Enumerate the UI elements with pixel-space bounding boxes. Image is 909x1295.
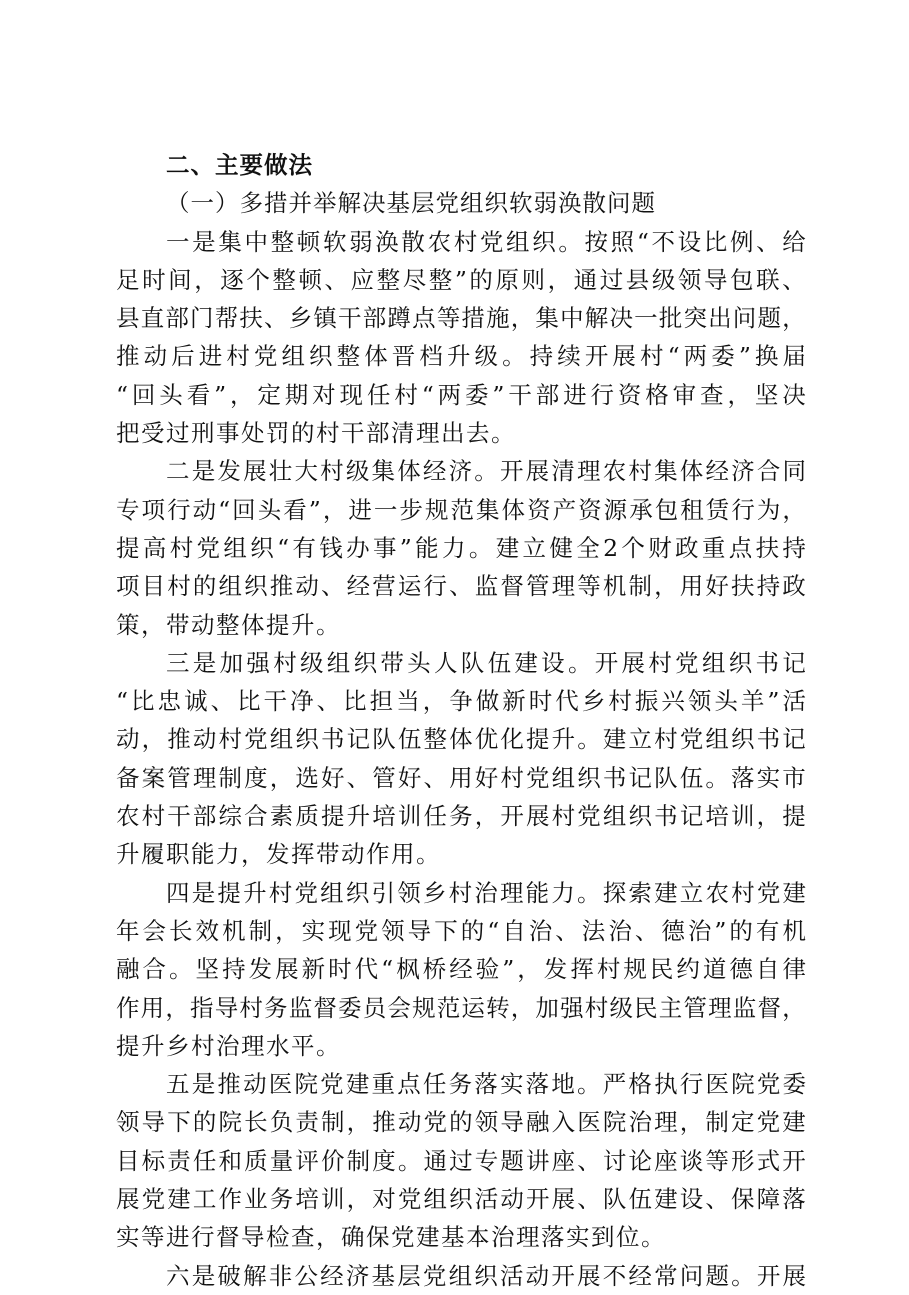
paragraph-line: 二 是 发 展 壮 大 村 级 集 体 经 济 。 开 展 清 理 农 村 集 体 经 济 合 同 xyxy=(166,457,806,486)
paragraph-line: “ 回 头 看 ” ， 定 期 对 现 任 村 “ 两 委 ” 干 部 进 行 资 格 审 查 ， 坚 决 xyxy=(116,380,806,409)
paragraph-line: 五 是 推 动 医 院 党 建 重 点 任 务 落 实 落 地 。 严 格 执 行 医 院 党 委 xyxy=(166,1070,806,1099)
document-body xyxy=(116,146,806,1295)
paragraph-line: 推 动 后 进 村 党 组 织 整 体 晋 档 升 级 。 持 续 开 展 村 “ 两 委 ” 换 届 xyxy=(116,342,806,371)
paragraph-list xyxy=(116,223,806,1295)
paragraph-line: 县 直 部 门 帮 扶 、 乡 镇 干 部 蹲 点 等 措 施 ， 集 中 解 决 一 批 突 出 问 题 ， xyxy=(116,304,806,333)
paragraph-line: 项 目 村 的 组 织 推 动 、 经 营 运 行 、 监 督 管 理 等 机 制 ， 用 好 扶 持 政 xyxy=(116,572,806,601)
paragraph-line: 作 用 ， 指 导 村 务 监 督 委 员 会 规 范 运 转 ， 加 强 村 级 民 主 管 理 监 督 ， xyxy=(116,993,806,1022)
paragraph-line: 把受过刑事处罚的村干部清理出去。 xyxy=(116,419,516,448)
paragraph-line: 展 党 建 工 作 业 务 培 训 ， 对 党 组 织 活 动 开 展 、 队 伍 建 设 、 保 障 落 xyxy=(116,1185,806,1214)
paragraph-line: 年 会 长 效 机 制 ， 实 现 党 领 导 下 的 “ 自 治 、 法 治 、 德 治 ” 的 有 机 xyxy=(116,916,806,945)
paragraph-line: 提 高 村 党 组 织 “ 有 钱 办 事 ” 能 力 。 建 立 健 全 2 个 财 政 重 点 扶 持 xyxy=(116,533,806,562)
paragraph xyxy=(116,1065,806,1256)
paragraph-line: 融 合 。 坚 持 发 展 新 时 代 “ 枫 桥 经 验 ” ， 发 挥 村 规 民 约 道 德 自 律 xyxy=(116,955,806,984)
subsection-heading: （一）多措并举解决基层党组织软弱涣散问题 xyxy=(166,189,656,218)
paragraph-line: 三 是 加 强 村 级 组 织 带 头 人 队 伍 建 设 。 开 展 村 党 组 织 书 记 xyxy=(166,648,806,677)
paragraph-line: “ 比 忠 诚 、 比 干 净 、 比 担 当 ， 争 做 新 时 代 乡 村 振 兴 领 头 羊 ” 活 xyxy=(116,687,806,716)
paragraph-line: 六 是 破 解 非 公 经 济 基 层 党 组 织 活 动 开 展 不 经 常 问 题 。 开 展 xyxy=(166,1261,806,1290)
paragraph xyxy=(116,452,806,643)
paragraph xyxy=(116,223,806,453)
paragraph-line: 备 案 管 理 制 度 ， 选 好 、 管 好 、 用 好 村 党 组 织 书 记 队 伍 。 落 实 市 xyxy=(116,763,806,792)
paragraph-line: 四 是 提 升 村 党 组 织 引 领 乡 村 治 理 能 力 。 探 索 建 立 农 村 党 建 xyxy=(166,878,806,907)
paragraph-line: 足 时 间 ， 逐 个 整 顿 、 应 整 尽 整 ” 的 原 则 ， 通 过 县 级 领 导 包 联 、 xyxy=(116,265,806,294)
paragraph-line: 一 是 集 中 整 顿 软 弱 涣 散 农 村 党 组 织 。 按 照 “ 不 设 比 例 、 给 xyxy=(166,227,806,256)
paragraph-line: 实等进行督导检查，确保党建基本治理落实到位。 xyxy=(116,1223,666,1252)
paragraph-line: 升履职能力，发挥带动作用。 xyxy=(116,840,441,869)
paragraph-line: 策，带动整体提升。 xyxy=(116,610,341,639)
paragraph-line: 农 村 干 部 综 合 素 质 提 升 培 训 任 务 ， 开 展 村 党 组 织 书 记 培 训 ， 提 xyxy=(116,802,806,831)
paragraph xyxy=(116,644,806,874)
paragraph-line: 专 项 行 动 “ 回 头 看 ” ， 进 一 步 规 范 集 体 资 产 资 源 承 包 租 赁 行 为 ， xyxy=(116,495,806,524)
paragraph xyxy=(116,1257,806,1295)
paragraph-line: 提升乡村治理水平。 xyxy=(116,1031,341,1060)
paragraph xyxy=(116,874,806,1065)
paragraph-line: 目 标 责 任 和 质 量 评 价 制 度 。 通 过 专 题 讲 座 、 讨 论 座 谈 等 形 式 开 xyxy=(116,1146,806,1175)
section-heading: 二、主要做法 xyxy=(166,151,313,179)
paragraph-line: 领 导 下 的 院 长 负 责 制 ， 推 动 党 的 领 导 融 入 医 院 治 理 ， 制 定 党 建 xyxy=(116,1108,806,1137)
paragraph-line: 动 ， 推 动 村 党 组 织 书 记 队 伍 整 体 优 化 提 升 。 建 立 村 党 组 织 书 记 xyxy=(116,725,806,754)
